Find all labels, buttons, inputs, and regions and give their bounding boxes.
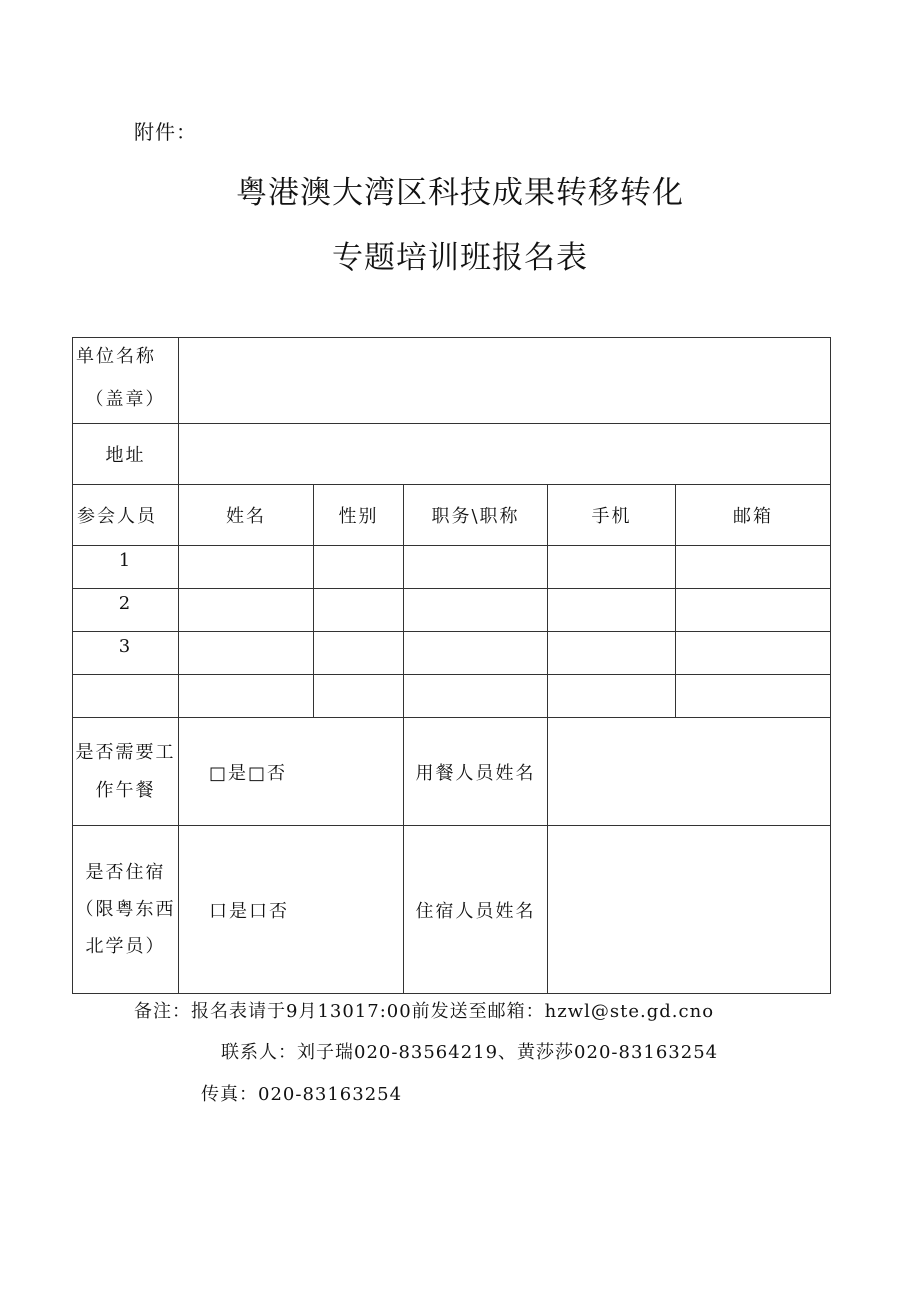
lodging-names-label: 住宿人员姓名 <box>404 826 548 994</box>
name-cell[interactable] <box>179 632 314 675</box>
lunch-label-line1: 是否需要工 <box>75 741 176 763</box>
lodging-label-line3: 北学员） <box>85 936 166 957</box>
email-cell[interactable] <box>676 675 831 718</box>
note-contacts: 联系人：刘子瑞020-83564219、黄莎莎020-83163254 <box>221 1042 719 1063</box>
unit-name-label <box>73 338 179 424</box>
lodging-label <box>73 826 179 994</box>
title-cell[interactable] <box>404 546 548 589</box>
lunch-options[interactable]: □是□否 <box>179 718 404 826</box>
lunch-names-label: 用餐人员姓名 <box>404 718 548 826</box>
table-row <box>73 675 831 718</box>
table-row <box>73 546 831 589</box>
address-row <box>73 424 831 485</box>
col-email: 邮箱 <box>676 485 831 546</box>
col-name: 姓名 <box>179 485 314 546</box>
table-row <box>73 589 831 632</box>
lodging-label-line1: 是否住宿 <box>85 862 166 883</box>
title-line-2: 专题培训班报名表 <box>332 240 588 276</box>
name-cell[interactable] <box>179 546 314 589</box>
name-cell[interactable] <box>179 675 314 718</box>
name-cell[interactable] <box>179 589 314 632</box>
lunch-label-line2: 作午餐 <box>95 779 156 801</box>
unit-name-row <box>73 338 831 424</box>
participants-label: 参会人员 <box>73 485 179 546</box>
row-number: 2 <box>73 589 179 632</box>
phone-cell[interactable] <box>548 675 676 718</box>
lodging-options[interactable]: 口是口否 <box>179 826 404 994</box>
phone-cell[interactable] <box>548 632 676 675</box>
note-fax: 传真：020-83163254 <box>201 1084 403 1105</box>
address-label: 地址 <box>73 424 179 485</box>
note-deadline: 备注：报名表请于9月13017:00前发送至邮箱：hzwl@ste.gd.cno <box>134 1001 715 1022</box>
row-number: 3 <box>73 632 179 675</box>
phone-cell[interactable] <box>548 546 676 589</box>
lodging-names-field[interactable] <box>548 826 831 994</box>
registration-table <box>72 337 831 994</box>
title-cell[interactable] <box>404 675 548 718</box>
lunch-names-field[interactable] <box>548 718 831 826</box>
address-field[interactable] <box>179 424 831 485</box>
email-cell[interactable] <box>676 546 831 589</box>
table-row <box>73 632 831 675</box>
unit-name-field[interactable] <box>179 338 831 424</box>
phone-cell[interactable] <box>548 589 676 632</box>
email-cell[interactable] <box>676 632 831 675</box>
col-phone: 手机 <box>548 485 676 546</box>
lodging-label-line2: （限粤东西 <box>75 899 176 920</box>
title-cell[interactable] <box>404 632 548 675</box>
title-cell[interactable] <box>404 589 548 632</box>
gender-cell[interactable] <box>314 632 404 675</box>
email-cell[interactable] <box>676 589 831 632</box>
col-gender: 性别 <box>314 485 404 546</box>
lunch-label <box>73 718 179 826</box>
col-title: 职务\职称 <box>404 485 548 546</box>
row-number: 1 <box>73 546 179 589</box>
lunch-row <box>73 718 831 826</box>
attachment-label: 附件： <box>134 120 197 144</box>
lodging-row <box>73 826 831 994</box>
unit-name-label-line2: （盖章） <box>85 389 166 410</box>
title-line-1: 粤港澳大湾区科技成果转移转化 <box>236 175 684 211</box>
gender-cell[interactable] <box>314 675 404 718</box>
participants-header-row <box>73 485 831 546</box>
gender-cell[interactable] <box>314 589 404 632</box>
row-number <box>73 675 179 718</box>
unit-name-label-line1: 单位名称 <box>76 346 156 367</box>
gender-cell[interactable] <box>314 546 404 589</box>
